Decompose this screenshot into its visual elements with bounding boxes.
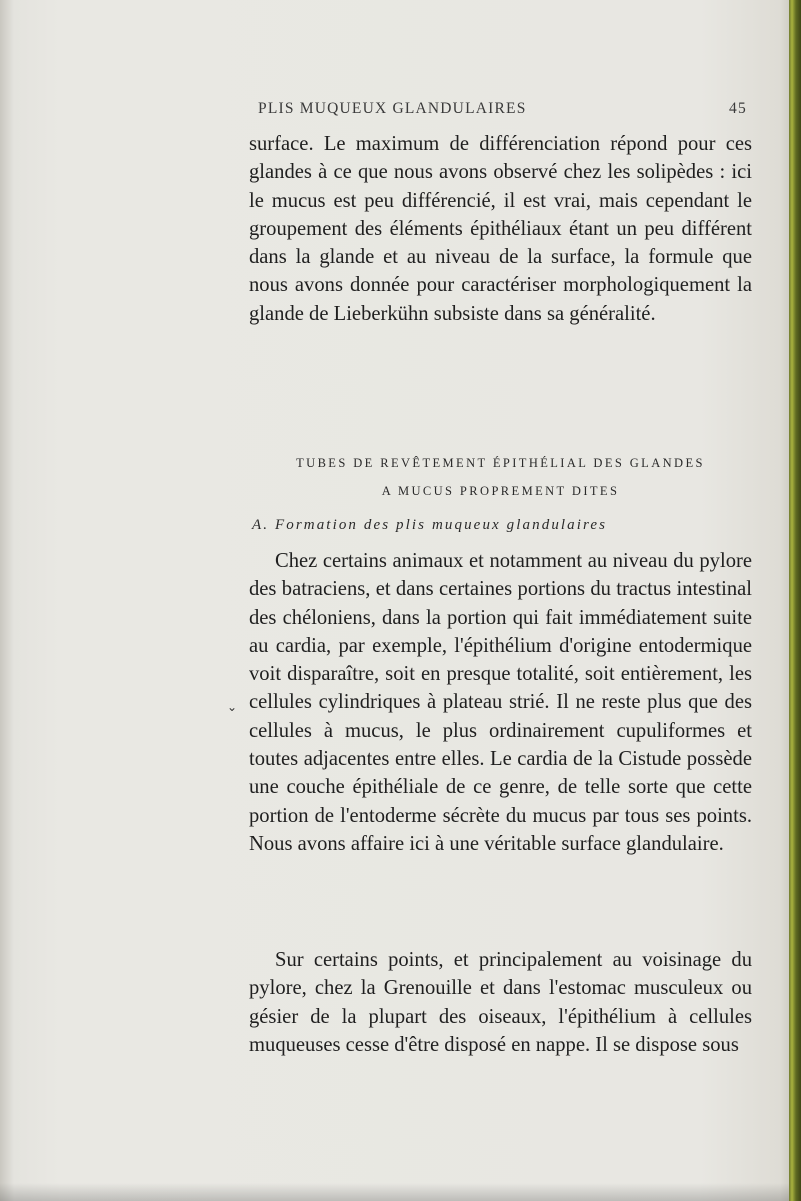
- page-edge-shadow: [0, 1183, 790, 1201]
- paragraph-continuation: surface. Le maximum de différenciation répond pour ces glandes à ce que nous avons observé chez les solipèdes : ici le mucus est peu différencié, il est vrai, mais cependant le groupement des éléments épithéliaux étant un peu différent dans la glande et au niveau de la surface, la formule que nous avons donnée pour caractériser morphologiquement la glande de Lieberkühn subsiste dans sa généralité.: [249, 133, 752, 325]
- subsection-heading: A. Formation des plis muqueux glandulaires: [252, 517, 608, 533]
- header-title: PLIS MUQUEUX GLANDULAIRES: [258, 100, 527, 117]
- book-spine-edge: [789, 0, 801, 1201]
- running-header: [0, 100, 790, 122]
- paragraph-grenouille: Sur certains points, et principalement au voisinage du pylore, chez la Grenouille et dans l'estomac musculeux ou gésier de la plupart des oiseaux, l'épithélium à cellules muqueuses cesse d'être disposé en nappe. Il se dispose sous: [249, 949, 752, 1056]
- page-number: 45: [729, 100, 747, 117]
- margin-mark: ⌄: [227, 700, 238, 714]
- paragraph-pylore: Chez certains animaux et notamment au niveau du pylore des batraciens, et dans certaines portions du tractus intestinal des chéloniens, dans la portion qui fait immédiatement suite au cardia, par exemple, l'épithélium d'origine entodermique voit disparaître, soit en presque totalité, soit entièrement, les cellules cylindriques à plateau strié. Il ne reste plus que des cellules à mucus, le plus ordinairement cupuliformes et toutes adjacentes entre elles. Le cardia de la Cistude possède une couche épithéliale de ce genre, de telle sorte que cette portion de l'entoderme sécrète du mucus par tous ses points. Nous avons affaire ici à une véritable surface glandulaire.: [249, 550, 752, 855]
- section-heading-line-2: A MUCUS PROPREMENT DITES: [381, 484, 620, 498]
- section-heading-line-1: TUBES DE REVÊTEMENT ÉPITHÉLIAL DES GLANDES: [296, 456, 705, 470]
